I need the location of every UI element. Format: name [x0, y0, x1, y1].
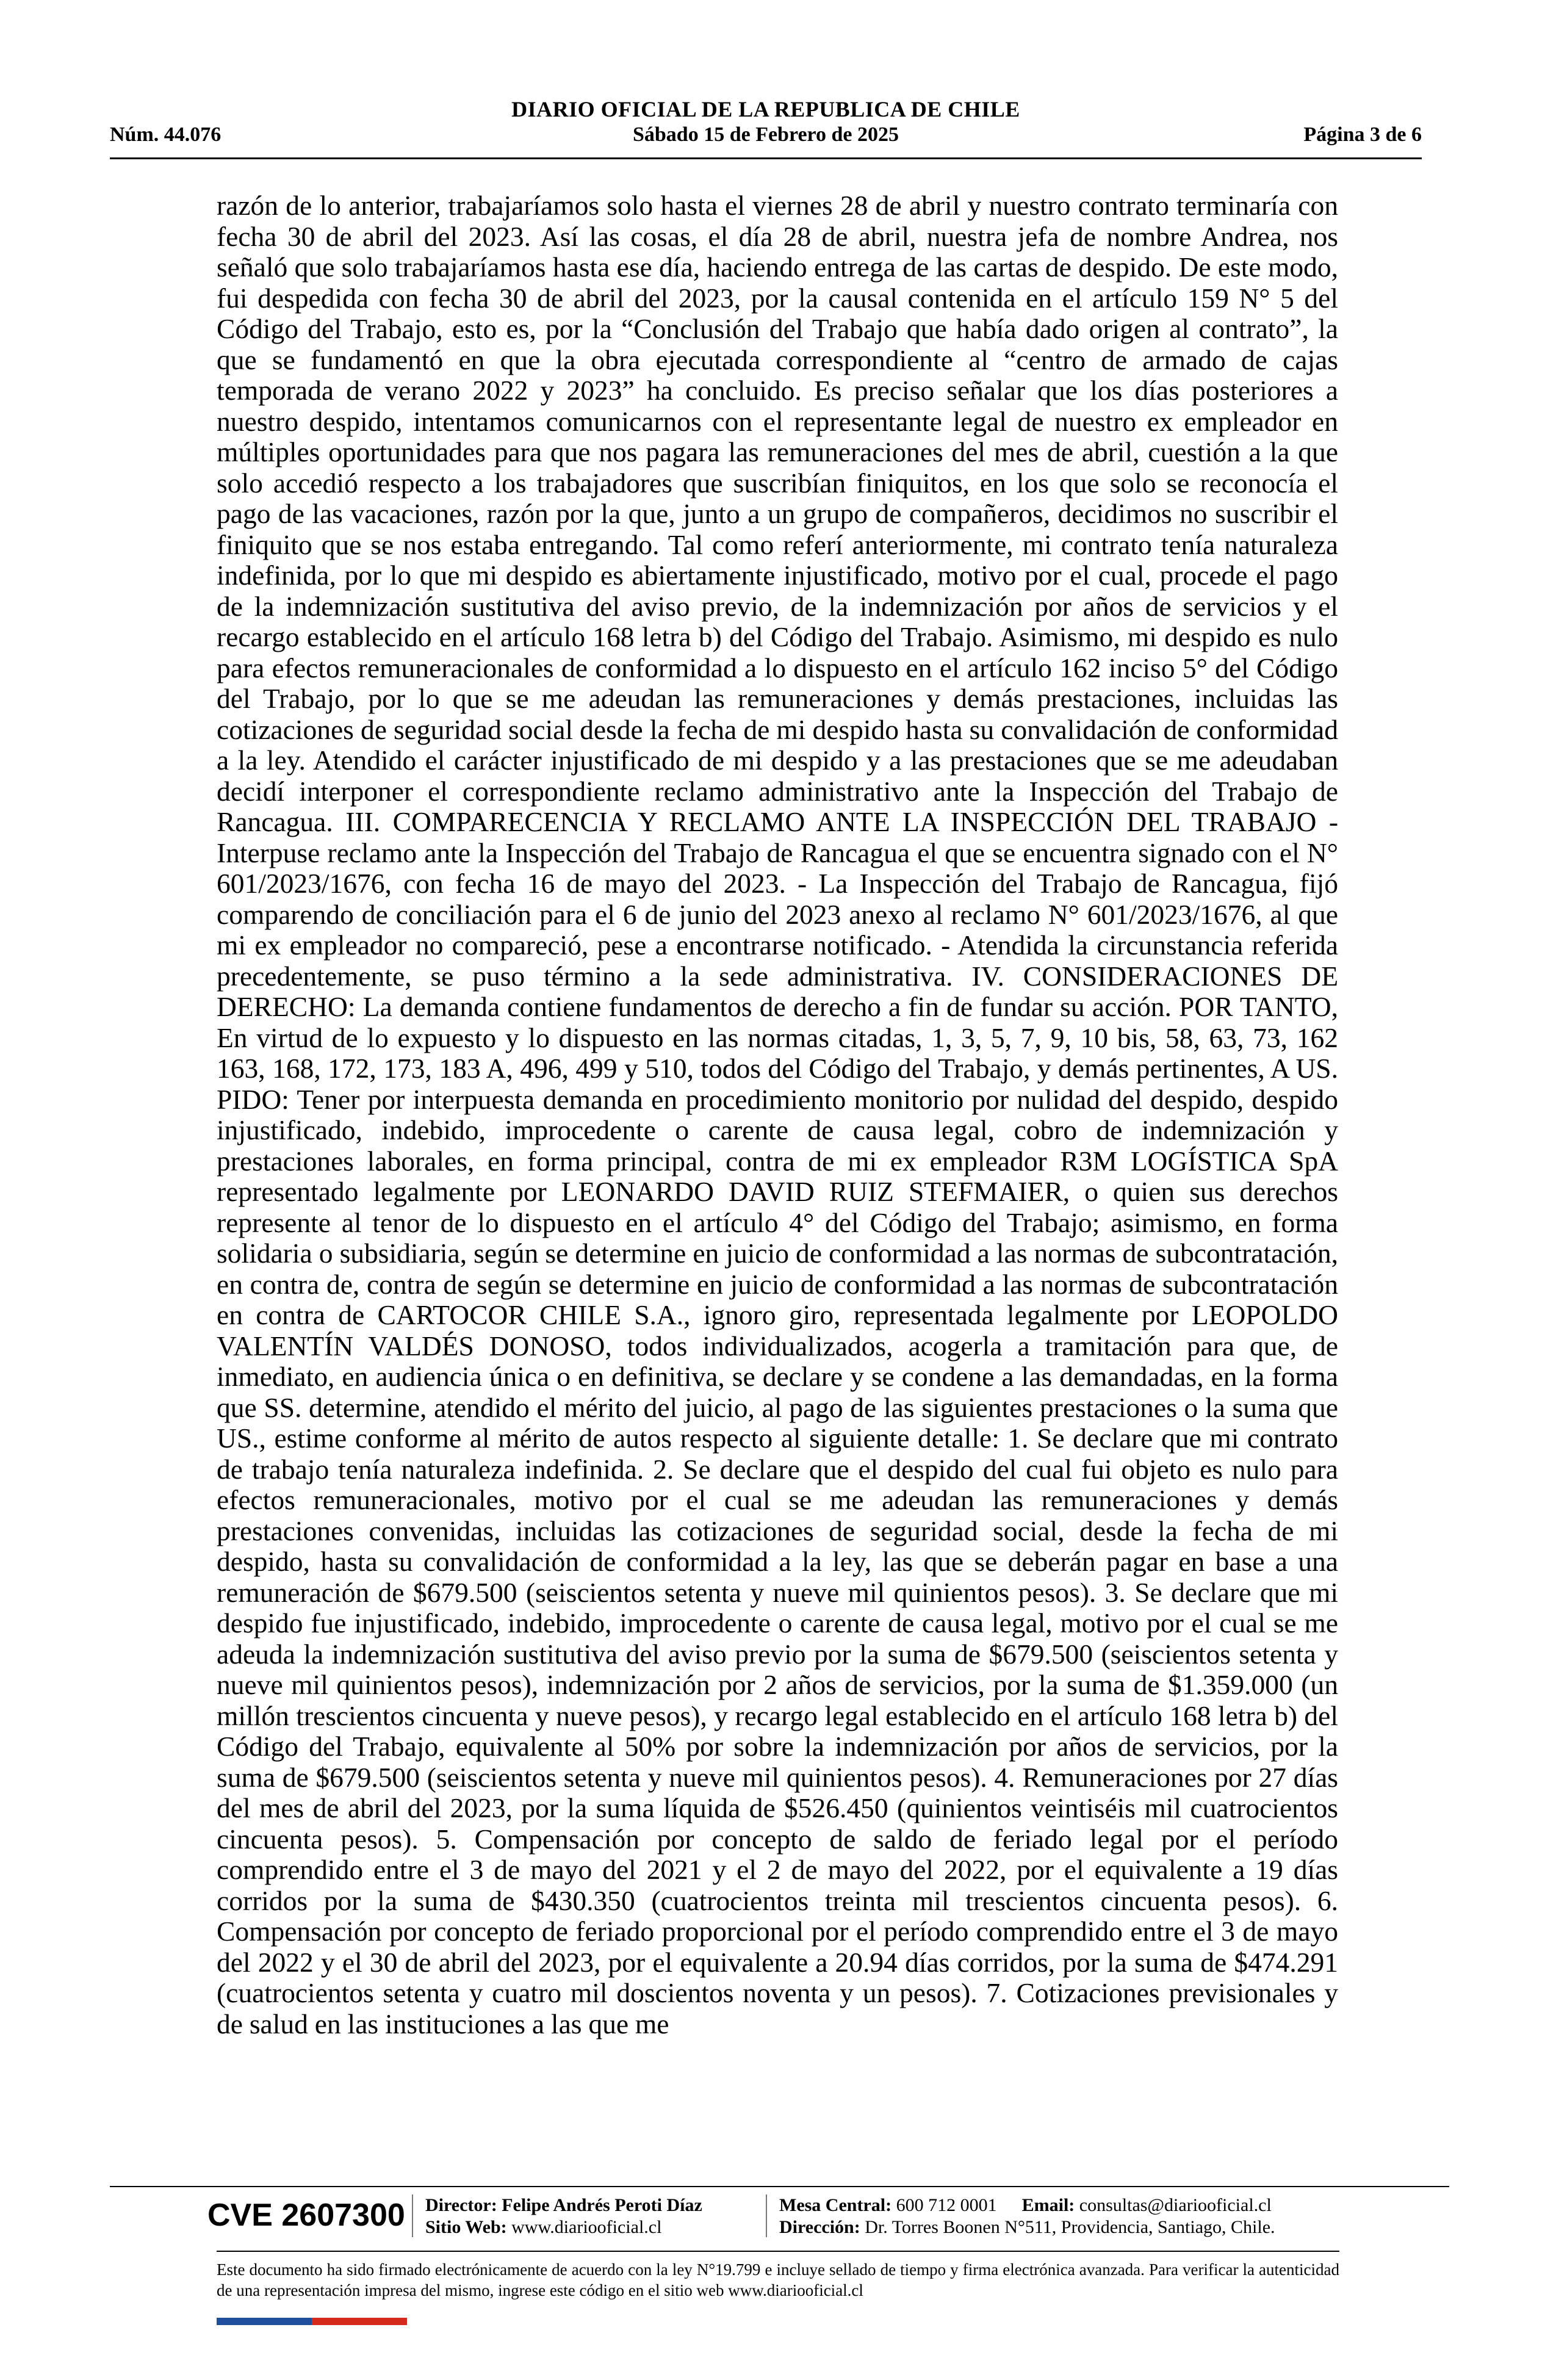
address-value: Dr. Torres Boonen N°511, Providencia, Santiago, Chile.: [865, 2217, 1275, 2237]
issue-number: Núm. 44.076: [110, 123, 222, 146]
site-link[interactable]: www.diariooficial.cl: [511, 2217, 662, 2237]
flag-red-bar: [312, 2318, 407, 2325]
footer-contact-block: [779, 2194, 1275, 2238]
phone-label: Mesa Central:: [779, 2195, 892, 2215]
document-body: razón de lo anterior, trabajaríamos solo hasta el viernes 28 de abril y nuestro contrato terminaría con fecha 30 de abril del 2023. Así las cosas, el día 28 de abril, nuestra jefa de nombre Andrea, nos señaló que solo trabajaríamos hasta ese día, haciendo entrega de las cartas de despido. De este modo, fui despedida con fecha 30 de abril del 2023, por la causal contenida en el artículo 159 N° 5 del Código del Trabajo, esto es, por la “Conclusión del Trabajo que había dado origen al contrato”, la que se fundamentó en que la obra ejecutada correspondiente al “centro de armado de cajas temporada de verano 2022 y 2023” ha concluido. Es preciso señalar que los días posteriores a nuestro despido, intentamos comunicarnos con el representante legal de nuestro ex empleador en múltiples oportunidades para que nos pagara las remuneraciones del mes de abril, cuestión a la que solo accedió respecto a los trabajadores que suscribían finiquitos, en los que solo se reconocía el pago de las vacaciones, razón por la que, junto a un grupo de compañeros, decidimos no suscribir el finiquito que se nos estaba entregando. Tal como referí anteriormente, mi contrato tenía naturaleza indefinida, por lo que mi despido es abiertamente injustificado, motivo por el cual, procede el pago de la indemnización sustitutiva del aviso previo, de la indemnización por años de servicios y el recargo establecido en el artículo 168 letra b) del Código del Trabajo. Asimismo, mi despido es nulo para efectos remuneracionales de conformidad a lo dispuesto en el artículo 162 inciso 5° del Código del Trabajo, por lo que se me adeudan las remuneraciones y demás prestaciones, incluidas las cotizaciones de seguridad social desde la fecha de mi despido hasta su convalidación de conformidad a la ley. Atendido el carácter injustificado de mi despido y a las prestaciones que se me adeudaban decidí interponer el correspondiente reclamo administrativo ante la Inspección del Trabajo de Rancagua. III. COMPARECENCIA Y RECLAMO ANTE LA INSPECCIÓN DEL TRABAJO - Interpuse reclamo ante la Inspección del Trabajo de Rancagua el que se encuentra signado con el N° 601/2023/1676, con fecha 16 de mayo del 2023. - La Inspección del Trabajo de Rancagua, fijó comparendo de conciliación para el 6 de junio del 2023 anexo al reclamo N° 601/2023/1676, al que mi ex empleador no compareció, pese a encontrarse notificado. - Atendida la circunstancia referida precedentemente, se puso término a la sede administrativa. IV. CONSIDERACIONES DE DERECHO: La demanda contiene fundamentos de derecho a fin de fundar su acción. POR TANTO, En virtud de lo expuesto y lo dispuesto en las normas citadas, 1, 3, 5, 7, 9, 10 bis, 58, 63, 73, 162 163, 168, 172, 173, 183 A, 496, 499 y 510, todos del Código del Trabajo, y demás pertinentes, A US. PIDO: Tener por interpuesta demanda en procedimiento monitorio por nulidad del despido, despido injustificado, indebido, improcedente o carente de causa legal, cobro de indemnización y prestaciones laborales, en forma principal, contra de mi ex empleador R3M LOGÍSTICA SpA representado legalmente por LEONARDO DAVID RUIZ STEFMAIER, o quien sus derechos represente al tenor de lo dispuesto en el artículo 4° del Código del Trabajo; asimismo, en forma solidaria o subsidiaria, según se determine en juicio de conformidad a las normas de subcontratación, en contra de, contra de según se determine en juicio de conformidad a las normas de subcontratación en contra de CARTOCOR CHILE S.A., ignoro giro, representada legalmente por LEOPOLDO VALENTÍN VALDÉS DONOSO, todos individualizados, acogerla a tramitación para que, de inmediato, en audiencia única o en definitiva, se declare y se condene a las demandadas, en la forma que SS. determine, atendido el mérito del juicio, al pago de las siguientes prestaciones o la suma que US., estime conforme al mérito de autos respecto al siguiente detalle: 1. Se declare que mi contrato de trabajo tenía naturaleza indefinida. 2. Se declare que el despido del cual fui objeto es nulo para efectos remuneracionales, motivo por el cual se me adeudan las remuneraciones y demás prestaciones convenidas, incluidas las cotizaciones de seguridad social, desde la fecha de mi despido, hasta su convalidación de conformidad a la ley, las que se deberán pagar en base a una remuneración de $679.500 (seiscientos setenta y nueve mil quinientos pesos). 3. Se declare que mi despido fue injustificado, indebido, improcedente o carente de causa legal, motivo por el cual se me adeuda la indemnización sustitutiva del aviso previo por la suma de $679.500 (seiscientos setenta y nueve mil quinientos pesos), indemnización por 2 años de servicios, por la suma de $1.359.000 (un millón trescientos cincuenta y nueve pesos), y recargo legal establecido en el artículo 168 letra b) del Código del Trabajo, equivalente al 50% por sobre la indemnización por años de servicios, por la suma de $679.500 (seiscientos setenta y nueve mil quinientos pesos). 4. Remuneraciones por 27 días del mes de abril del 2023, por la suma líquida de $526.450 (quinientos veintiséis mil cuatrocientos cincuenta pesos). 5. Compensación por concepto de saldo de feriado legal por el período comprendido entre el 3 de mayo del 2021 y el 2 de mayo del 2022, por el equivalente a 19 días corridos por la suma de $430.350 (cuatrocientos treinta mil trescientos cincuenta pesos). 6. Compensación por concepto de feriado proporcional por el período comprendido entre el 3 de mayo del 2022 y el 30 de abril del 2023, por el equivalente a 20.94 días corridos, por la suma de $474.291 (cuatrocientos setenta y cuatro mil doscientos noventa y un pesos). 7. Cotizaciones previsionales y de salud en las instituciones a las que me: [217, 190, 1338, 2039]
footer-divider: [110, 2186, 1449, 2187]
page-header: [110, 90, 1422, 159]
issue-date: Sábado 15 de Febrero de 2025: [632, 123, 899, 146]
cve-code: CVE 2607300: [207, 2198, 405, 2233]
footer-separator: [766, 2194, 767, 2237]
director-name: Felipe Andrés Peroti Díaz: [502, 2195, 702, 2215]
email-label: Email:: [1021, 2195, 1075, 2215]
flag-blue-bar: [217, 2318, 312, 2325]
director-label: Director:: [425, 2195, 497, 2215]
page-number: Página 3 de 6: [1303, 123, 1422, 146]
chile-flag-stripe: [217, 2318, 407, 2325]
publication-title: DIARIO OFICIAL DE LA REPUBLICA DE CHILE: [511, 97, 1020, 121]
site-label: Sitio Web:: [425, 2217, 507, 2237]
signature-disclaimer: Este documento ha sido firmado electrónicamente de acuerdo con la ley N°19.799 e incluye sellado de tiempo y firma electrónica avanzada. Para verificar la autenticidad de una representación impresa del mismo, ingrese este código en el sitio web www.diariooficial.cl: [217, 2260, 1339, 2299]
phone-number: 600 712 0001: [896, 2195, 997, 2215]
footer-separator: [412, 2194, 413, 2237]
address-label: Dirección:: [779, 2217, 860, 2237]
footer-director-block: [425, 2194, 702, 2238]
footer-divider: [217, 2251, 1339, 2252]
email-link[interactable]: consultas@diariooficial.cl: [1079, 2195, 1272, 2215]
